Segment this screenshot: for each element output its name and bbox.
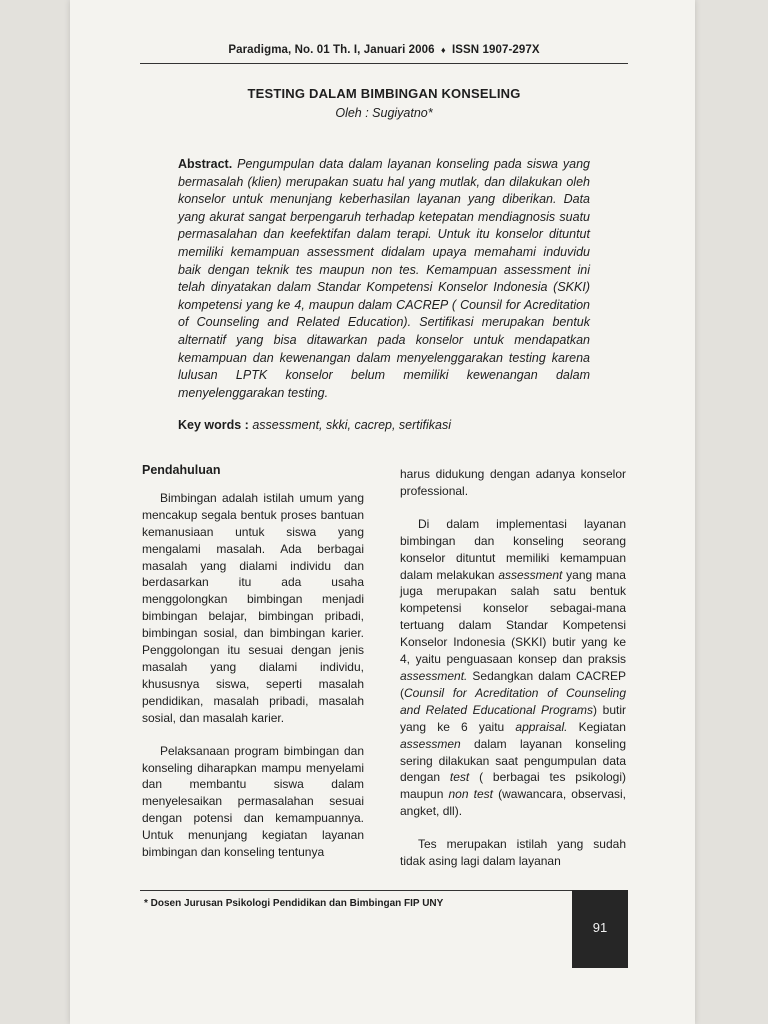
page-number: 91 bbox=[592, 920, 608, 935]
text-run-italic: Counsil for Acreditation of Counseling and Related Educational Programs bbox=[400, 685, 626, 717]
text-run: (wawancara, observasi, angket, dll). bbox=[400, 787, 626, 819]
abstract-text: Pengumpulan data dalam layanan konseling pada siswa yang bermasalah (klien) merupakan suatu hal yang mutlak, dan dilakukan oleh konselor untuk menunjang keberhasilan layanan yang diberikan. Data yang akurat sangat berpengaruh terhadap ketepatan mendiagnosis suatu permasalahan dan keefektifan dalam terapi. Untuk itu konselor dituntut memiliki kemampuan assessment didalam upaya memahami induvidu baik dengan teknik tes maupun non tes. Kemampuan assessment ini telah dinyatakan dalam Standar Kompetensi Konselor Indonesia (SKKI) kompetensi yang ke 4, maupun dalam CACREP ( Counsil for Acreditation of Counseling and Related Education). Sertifikasi merupakan bentuk alternatif yang bisa ditawarkan pada konselor untuk mendapatkan kemampuan dan kewenangan dalam menyelenggarakan testing karena lulusan LPTK konselor belum memiliki kewenangan dalam menyelenggarakan testing. bbox=[178, 157, 590, 400]
journal-name: Paradigma, bbox=[228, 44, 292, 56]
text-run-italic: appraisal. bbox=[515, 719, 568, 734]
text-run: Di dalam implementasi layanan bimbingan dan konseling seorang konselor dituntut memiliki kemampuan dalam melakukan bbox=[400, 516, 626, 582]
keywords-label: Key words : bbox=[178, 418, 249, 432]
right-column bbox=[400, 466, 626, 886]
footnote-rule bbox=[140, 890, 628, 891]
footnote: * Dosen Jurusan Psikologi Pendidikan dan Bimbingan FIP UNY bbox=[144, 898, 444, 909]
article-title: TESTING DALAM BIMBINGAN KONSELING bbox=[247, 86, 521, 101]
text-run: yang mana juga merupakan salah satu bentuk kompetensi konselor sebagai-mana tertuang dalam Standar Kompetensi Konselor Indonesia (SKKI) butir yang ke 4, yaitu penguasaan konsep dan praksis bbox=[400, 567, 626, 667]
text-run-italic: test bbox=[449, 770, 470, 785]
journal-issn: ISSN 1907-297X bbox=[451, 44, 540, 56]
paragraph: Tes merupakan istilah yang sudah tidak asing lagi dalam layanan bbox=[400, 837, 626, 869]
header-rule bbox=[140, 63, 628, 64]
page-number-box bbox=[572, 890, 628, 968]
paragraph bbox=[400, 516, 626, 820]
paragraph: Bimbingan adalah istilah umum yang mencakup segala bentuk proses bantuan kemanusiaan untuk siswa yang mengalami masalah. Ada berbagai masalah yang dialami individu dan berdasarkan itu ada usaha menggolongkan bimbingan menjadi bimbingan belajar, bimbingan pribadi, bimbingan sosial, dan bimbingan karier. Penggolongan itu sesuai dengan jenis masalah yang dialami individu, khususnya siswa, seperti masalah pendidikan, masalah pribadi, masalah sosial, dan masalah karier. bbox=[142, 490, 364, 725]
keywords bbox=[178, 418, 590, 432]
paragraph: harus didukung dengan adanya konselor professional. bbox=[400, 467, 626, 498]
section-heading: Pendahuluan bbox=[142, 463, 221, 477]
text-run-italic: assessment bbox=[498, 567, 563, 582]
text-run: ( berbagai tes psikologi) maupun bbox=[400, 770, 626, 802]
left-column bbox=[142, 462, 364, 877]
abstract bbox=[178, 156, 590, 402]
abstract-label: Abstract. bbox=[178, 157, 233, 171]
diamond-separator-icon: ♦ bbox=[440, 45, 446, 55]
running-header bbox=[140, 44, 628, 56]
text-run-italic: assessmen bbox=[400, 736, 461, 751]
text-run-italic: assessment. bbox=[400, 668, 468, 683]
article-author: Oleh : Sugiyatno* bbox=[335, 106, 433, 120]
paragraph: Pelaksanaan program bimbingan dan konseling diharapkan mampu menyelami dan membantu siswa dalam menyelesaikan permasalahan sesuai dengan potensi dan kemampuannya. Untuk menunjang kegiatan layanan bimbingan dan konseling tentunya bbox=[142, 743, 364, 860]
text-run: dalam layanan konseling sering dilakukan saat pengumpulan data dengan bbox=[400, 736, 626, 785]
text-run: Sedangkan dalam CACREP ( bbox=[400, 668, 626, 700]
text-run-italic: non test bbox=[448, 787, 493, 802]
text-run: Kegiatan bbox=[567, 719, 626, 734]
journal-issue: No. 01 Th. I, Januari 2006 bbox=[294, 44, 435, 56]
keywords-values: assessment, skki, cacrep, sertifikasi bbox=[252, 418, 452, 432]
text-run: ) butir yang ke 6 yaitu bbox=[400, 702, 626, 734]
